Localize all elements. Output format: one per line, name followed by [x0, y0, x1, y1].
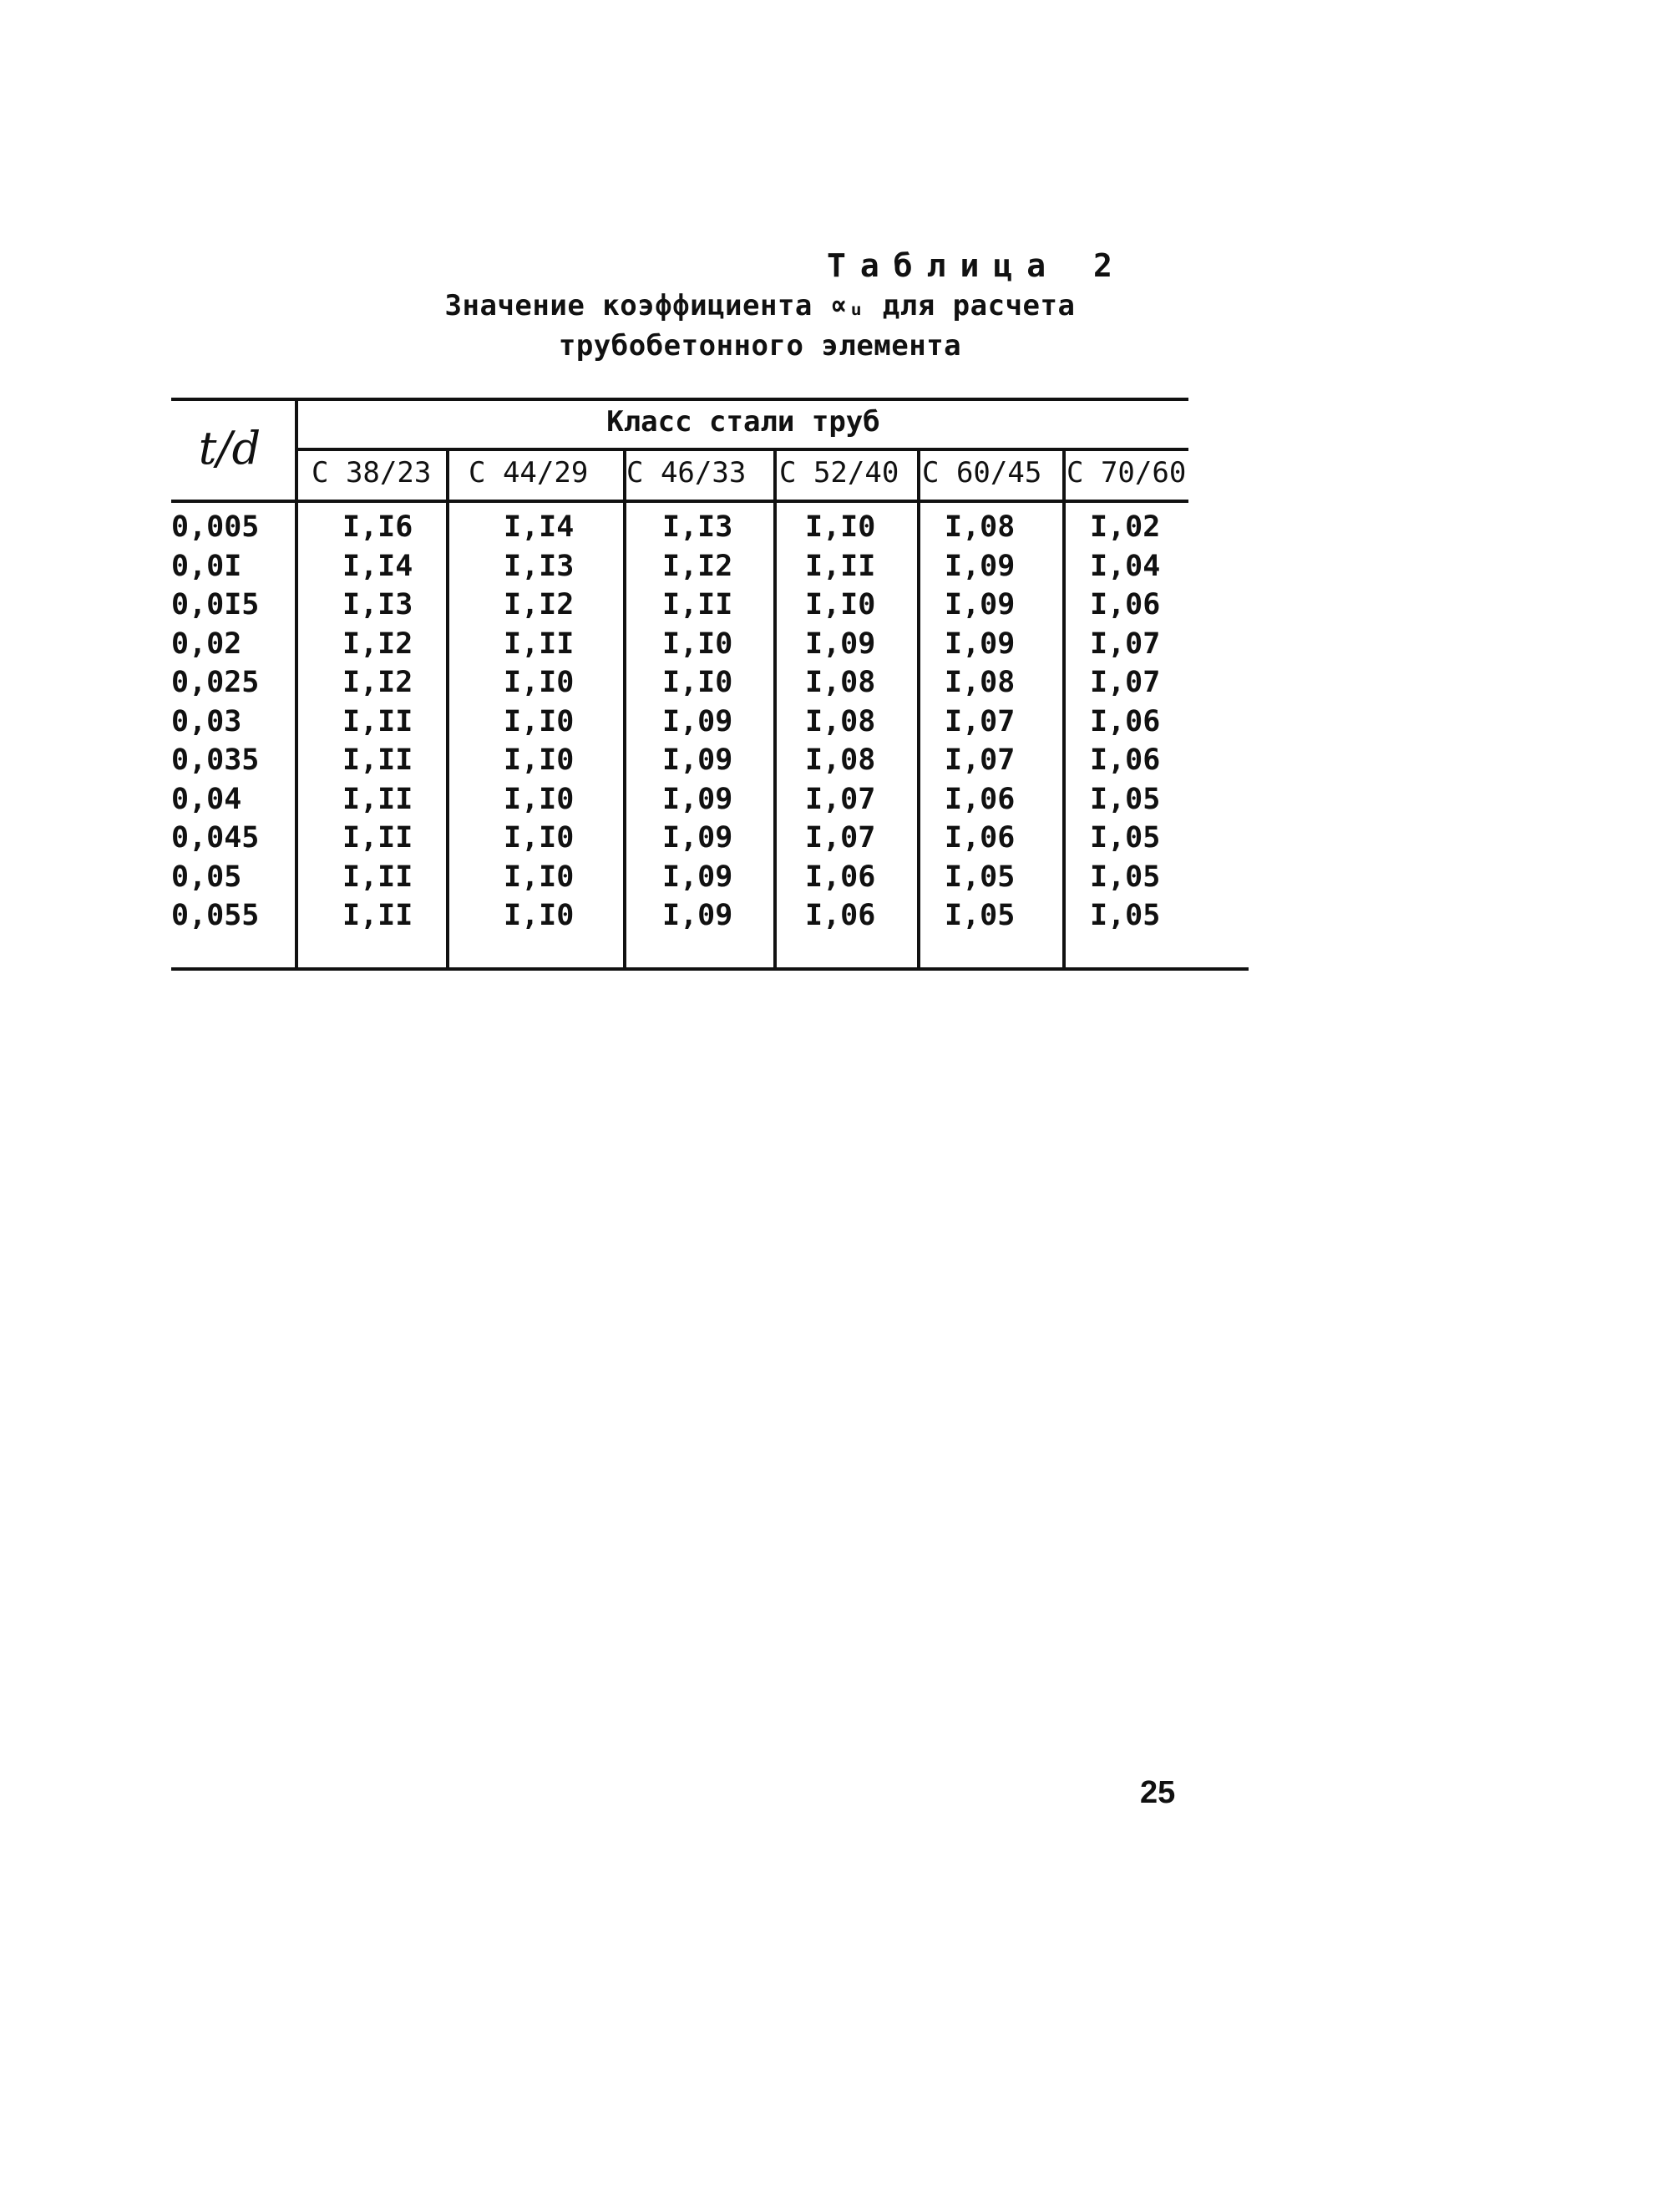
coefficient-cell: I,II: [662, 588, 733, 621]
coefficient-cell: I,I4: [342, 550, 413, 583]
col-header: С 60/45: [922, 456, 1042, 490]
col-divider: [295, 398, 298, 969]
td-ratio-cell: 0,045: [171, 821, 260, 855]
td-ratio-cell: 0,0I5: [171, 588, 260, 621]
coefficient-cell: I,05: [1090, 783, 1161, 816]
page-number: 25: [1140, 1775, 1176, 1810]
col-divider: [1062, 448, 1066, 969]
coefficient-cell: I,I0: [504, 705, 575, 738]
coefficient-cell: I,09: [662, 821, 733, 855]
coefficient-cell: I,05: [1090, 860, 1161, 894]
coefficient-cell: I,06: [1090, 588, 1161, 621]
col-divider: [773, 448, 777, 969]
coefficient-cell: I,05: [945, 899, 1016, 932]
coefficient-cell: I,09: [662, 705, 733, 738]
coefficient-cell: I,05: [1090, 821, 1161, 855]
row-header-td: t/d: [198, 422, 261, 474]
coefficient-cell: I,08: [805, 705, 876, 738]
coefficient-cell: I,09: [662, 860, 733, 894]
col-header: С 70/60: [1067, 456, 1187, 490]
coefficient-cell: I,06: [805, 899, 876, 932]
coefficient-cell: I,02: [1090, 510, 1161, 544]
coefficient-cell: I,II: [342, 783, 413, 816]
table-bottom-rule: [171, 967, 1249, 971]
td-ratio-cell: 0,02: [171, 627, 242, 661]
td-ratio-cell: 0,035: [171, 743, 260, 777]
coefficient-cell: I,07: [1090, 627, 1161, 661]
td-ratio-cell: 0,04: [171, 783, 242, 816]
coefficient-cell: I,II: [342, 705, 413, 738]
coefficient-cell: I,09: [945, 550, 1016, 583]
coefficient-cell: I,II: [342, 743, 413, 777]
coefficient-cell: I,I2: [504, 588, 575, 621]
coefficient-cell: I,09: [662, 743, 733, 777]
coefficient-cell: I,I0: [504, 899, 575, 932]
coefficient-cell: I,05: [1090, 899, 1161, 932]
coefficient-cell: I,II: [342, 821, 413, 855]
coefficient-cell: I,I0: [504, 743, 575, 777]
coefficient-cell: I,I0: [662, 666, 733, 699]
coefficient-cell: I,I3: [504, 550, 575, 583]
coefficient-cell: I,08: [805, 666, 876, 699]
coefficient-cell: I,I6: [342, 510, 413, 544]
coefficient-cell: I,07: [945, 743, 1016, 777]
coefficient-cell: I,05: [945, 860, 1016, 894]
coefficient-cell: I,II: [504, 627, 575, 661]
coefficient-cell: I,II: [342, 899, 413, 932]
coefficient-cell: I,06: [1090, 705, 1161, 738]
coefficient-cell: I,09: [662, 899, 733, 932]
col-divider: [917, 448, 920, 969]
coefficient-cell: I,I2: [342, 627, 413, 661]
coefficient-cell: I,09: [805, 627, 876, 661]
coefficient-cell: I,I3: [662, 510, 733, 544]
td-ratio-cell: 0,005: [171, 510, 260, 544]
coefficient-cell: I,II: [342, 860, 413, 894]
td-ratio-cell: 0,0I: [171, 550, 242, 583]
col-header: С 52/40: [779, 456, 899, 490]
coefficient-cell: I,06: [805, 860, 876, 894]
coefficient-cell: I,06: [945, 783, 1016, 816]
coefficient-cell: I,09: [662, 783, 733, 816]
coefficient-cell: I,I0: [662, 627, 733, 661]
coefficient-cell: I,I0: [504, 860, 575, 894]
col-header: С 46/33: [626, 456, 747, 490]
td-ratio-cell: 0,055: [171, 899, 260, 932]
col-header: С 38/23: [312, 456, 432, 490]
coefficient-cell: I,08: [945, 510, 1016, 544]
coefficient-cell: I,07: [805, 783, 876, 816]
td-ratio-cell: 0,05: [171, 860, 242, 894]
col-divider: [446, 448, 449, 969]
coefficient-cell: I,06: [945, 821, 1016, 855]
col-header: С 44/29: [469, 456, 589, 490]
coefficient-cell: I,08: [805, 743, 876, 777]
coefficient-cell: I,I3: [342, 588, 413, 621]
coefficient-cell: I,09: [945, 588, 1016, 621]
table-top-rule: [171, 398, 1188, 401]
subheader-rule: [296, 448, 1188, 451]
coefficient-cell: I,09: [945, 627, 1016, 661]
coefficient-cell: I,06: [1090, 743, 1161, 777]
col-divider: [623, 448, 626, 969]
coefficient-cell: I,08: [945, 666, 1016, 699]
coefficient-cell: I,I0: [504, 783, 575, 816]
coefficient-cell: I,II: [805, 550, 876, 583]
table-caption-line-2: трубобетонного элемента: [558, 329, 962, 363]
coefficient-cell: I,I0: [805, 588, 876, 621]
coefficient-cell: I,04: [1090, 550, 1161, 583]
table-label: Таблица 2: [827, 247, 1127, 284]
td-ratio-cell: 0,03: [171, 705, 242, 738]
coefficient-cell: I,I4: [504, 510, 575, 544]
coefficient-cell: I,I0: [504, 666, 575, 699]
td-ratio-cell: 0,025: [171, 666, 260, 699]
coefficient-cell: I,07: [1090, 666, 1161, 699]
coefficient-cell: I,I2: [662, 550, 733, 583]
coefficient-cell: I,07: [805, 821, 876, 855]
coefficient-cell: I,07: [945, 705, 1016, 738]
coefficient-cell: I,I2: [342, 666, 413, 699]
group-header-steel-class: Класс стали труб: [606, 405, 880, 439]
table-caption-line-1: Значение коэффициента ∝ᵤ для расчета: [444, 289, 1076, 322]
coefficient-cell: I,I0: [805, 510, 876, 544]
coefficient-cell: I,I0: [504, 821, 575, 855]
header-bottom-rule: [171, 500, 1188, 503]
